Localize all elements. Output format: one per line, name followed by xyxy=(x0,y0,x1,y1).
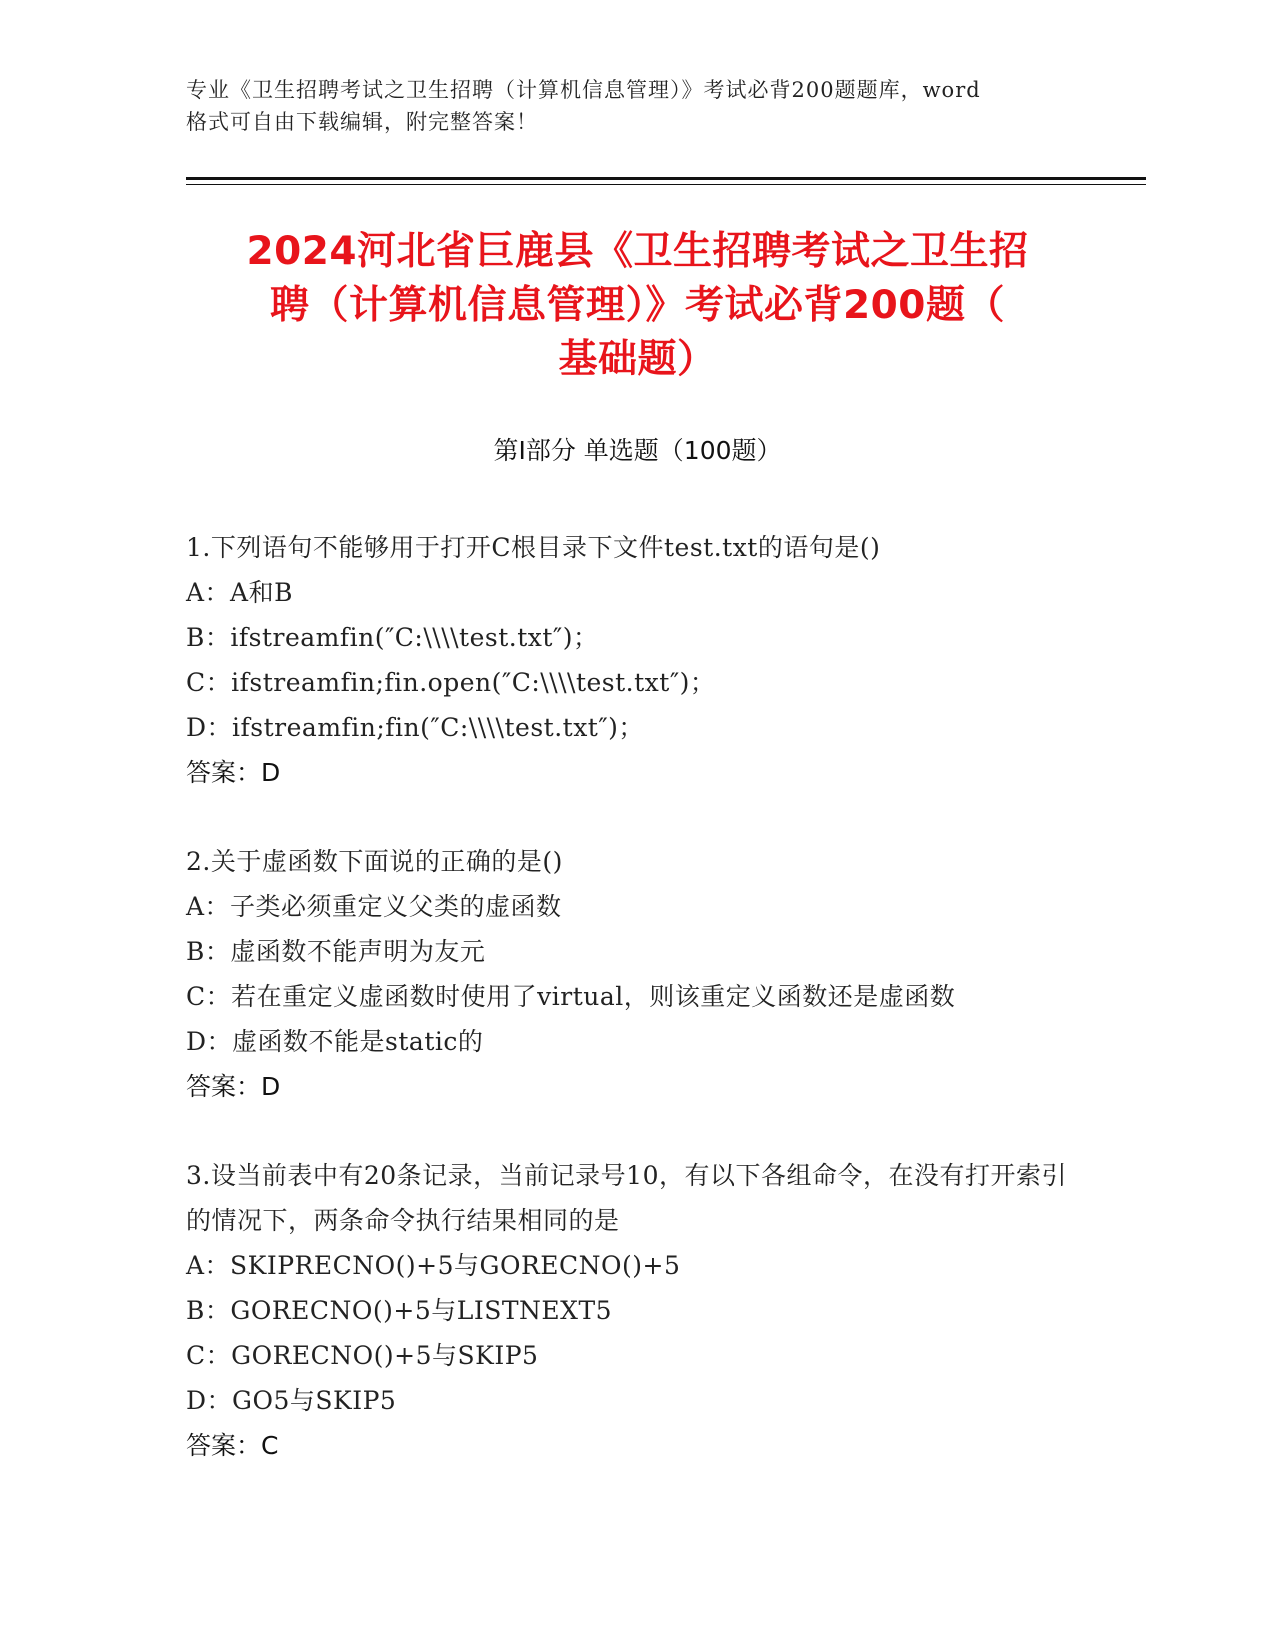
section-heading: 第I部分 单选题（100题） xyxy=(493,436,782,465)
header-note-line-2: 格式可自由下载编辑，附完整答案！ xyxy=(186,110,538,134)
question-stem: 2.关于虚函数下面说的正确的是() xyxy=(186,847,563,876)
option-a: A：A和B xyxy=(186,578,293,607)
document-title-line-3: 基础题） xyxy=(558,337,717,382)
answer: 答案：D xyxy=(186,758,281,787)
option-c: C：GORECNO()+5与SKIP5 xyxy=(186,1341,539,1370)
document-title-line-2: 聘（计算机信息管理）》考试必背200题（ xyxy=(270,283,1005,328)
answer: 答案：D xyxy=(186,1072,281,1101)
question-3 xyxy=(186,1153,1086,1468)
header-note-line-1: 专业《卫生招聘考试之卫生招聘（计算机信息管理）》考试必背200题题库，word xyxy=(186,78,981,102)
question-stem: 3.设当前表中有20条记录，当前记录号10，有以下各组命令，在没有打开索引的情况下，两条命令执行结果相同的是 xyxy=(186,1161,1067,1235)
answer: 答案：C xyxy=(186,1431,279,1460)
question-list xyxy=(186,525,1086,1512)
option-a: A：子类必须重定义父类的虚函数 xyxy=(186,892,562,921)
document-title-line-1: 2024河北省巨鹿县《卫生招聘考试之卫生招 xyxy=(246,229,1029,274)
question-1 xyxy=(186,525,1086,795)
option-a: A：SKIPRECNO()+5与GORECNO()+5 xyxy=(186,1251,681,1280)
question-2 xyxy=(186,839,1086,1109)
document-title xyxy=(186,225,1089,387)
header-divider-thin xyxy=(186,184,1146,185)
header-note xyxy=(186,74,1086,138)
option-c: C：ifstreamfin;fin.open(″C:\\\\test.txt″)； xyxy=(186,668,716,697)
option-d: D：虚函数不能是static的 xyxy=(186,1027,484,1056)
header-divider-thick xyxy=(186,177,1146,180)
option-c: C：若在重定义虚函数时使用了virtual，则该重定义函数还是虚函数 xyxy=(186,982,956,1011)
option-b: B：ifstreamfin(″C:\\\\test.txt″)； xyxy=(186,623,599,652)
option-d: D：GO5与SKIP5 xyxy=(186,1386,397,1415)
option-b: B：虚函数不能声明为友元 xyxy=(186,937,486,966)
question-stem: 1.下列语句不能够用于打开C根目录下文件test.txt的语句是() xyxy=(186,533,881,562)
option-d: D：ifstreamfin;fin(″C:\\\\test.txt″)； xyxy=(186,713,644,742)
option-b: B：GORECNO()+5与LISTNEXT5 xyxy=(186,1296,613,1325)
